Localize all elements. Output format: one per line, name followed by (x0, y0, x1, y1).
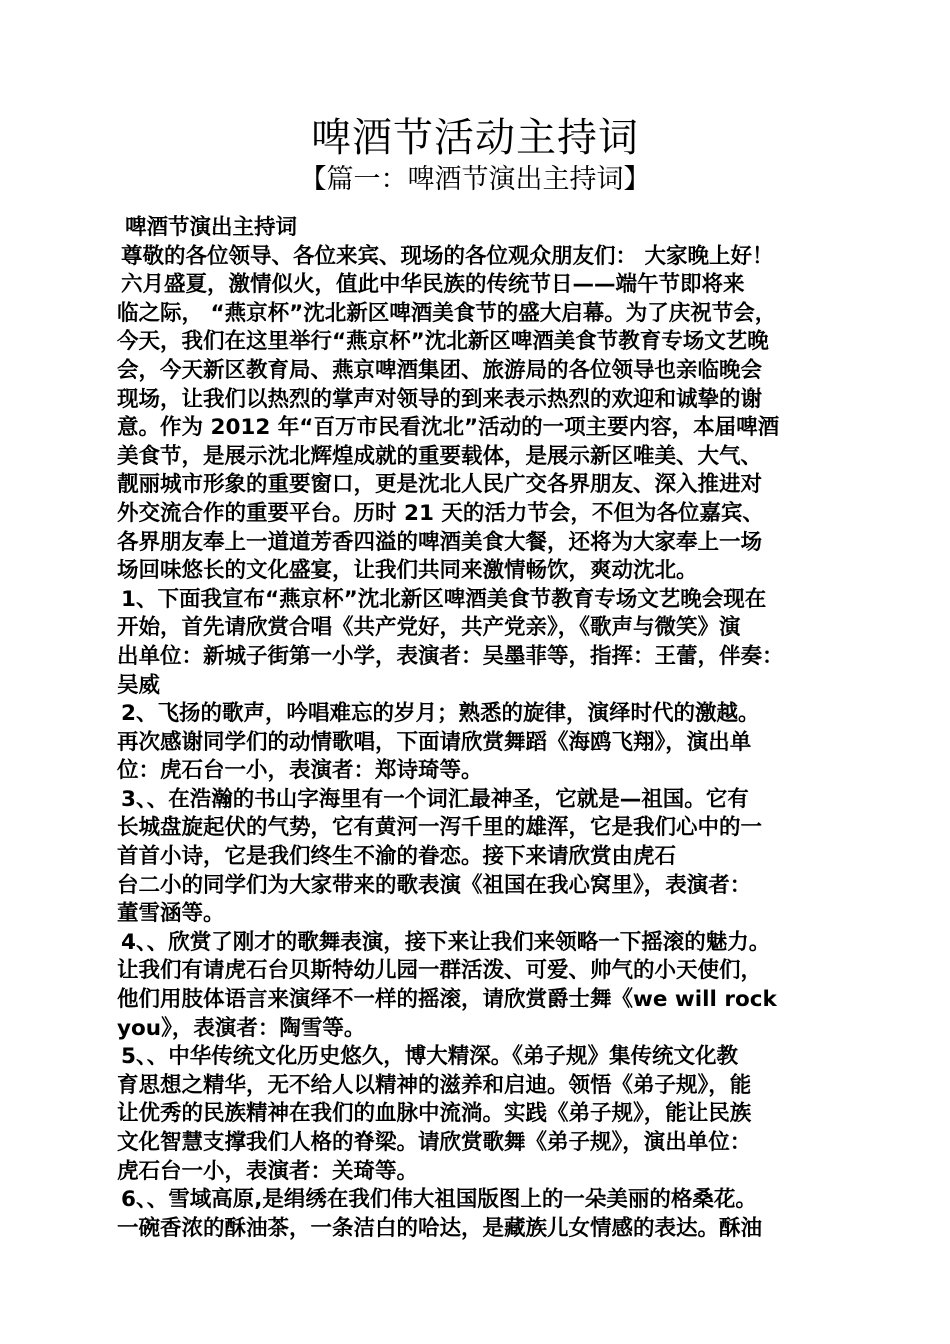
text-line: 外交流合作的重要平台。历时 21 天的活力节会，不但为各位嘉宾、 (117, 500, 764, 526)
text-line: 长城盘旋起伏的气势，它有黄河一泻千里的雄浑，它是我们心中的一 (117, 815, 763, 841)
text-line: 虎石台一小，表演者：关琦等。 (117, 1158, 419, 1184)
document-title: 啤酒节活动主持词 (311, 115, 639, 161)
text-line: 6、、雪域高原,是绢绣在我们伟大祖国版图上的一朵美丽的格桑花。 (121, 1187, 757, 1213)
text-line: 靓丽城市形象的重要窗口，更是沈北人民广交各界朋友、深入推进对 (117, 472, 763, 498)
text-line: 首首小诗，它是我们终生不渝的眷恋。接下来请欣赏由虎石 (117, 844, 677, 870)
text-line: 临之际， “燕京杯”沈北新区啤酒美食节的盛大启幕。为了庆祝节会， (117, 300, 777, 326)
text-line: 会，今天新区教育局、燕京啤酒集团、旅游局的各位领导也亲临晚会 (117, 357, 763, 383)
text-line: 开始，首先请欣赏合唱《共产党好，共产党亲》，《歌声与微笑》演 (117, 615, 741, 641)
text-line: you》，表演者：陶雪等。 (117, 1015, 366, 1041)
text-line: 尊敬的各位领导、各位来宾、现场的各位观众朋友们： 大家晚上好！ (121, 243, 774, 269)
text-line: 一碗香浓的酥油茶，一条洁白的哈达，是藏族儿女情感的表达。酥油 (117, 1215, 763, 1241)
text-line: 出单位：新城子街第一小学，表演者：吴墨菲等，指挥：王蕾，伴奏： (117, 643, 784, 669)
text-line: 意。作为 2012 年“百万市民看沈北”活动的一项主要内容，本届啤酒 (117, 415, 780, 441)
text-line: 美食节，是展示沈北辉煌成就的重要载体，是展示新区唯美、大气、 (117, 443, 763, 469)
text-line: 育思想之精华，无不给人以精神的滋养和启迪。领悟《弟子规》，能 (117, 1072, 752, 1098)
text-line: 2、飞扬的歌声，吟唱难忘的岁月；熟悉的旋律，演绎时代的激越。 (121, 701, 760, 727)
text-line: 吴威 (117, 672, 161, 698)
text-line: 台二小的同学们为大家带来的歌表演《祖国在我心窝里》，表演者： (117, 872, 752, 898)
text-line: 位：虎石台一小，表演者：郑诗琦等。 (117, 758, 483, 784)
text-line: 现场，让我们以热烈的掌声对领导的到来表示热烈的欢迎和诚挚的谢 (117, 386, 763, 412)
text-line: 董雪涵等。 (117, 901, 225, 927)
text-line: 3、、在浩瀚的书山字海里有一个词汇最神圣，它就是—祖国。它有 (121, 786, 749, 812)
text-line: 场回味悠长的文化盛宴，让我们共同来激情畅饮，爽动沈北。 (117, 558, 698, 584)
text-line: 今天，我们在这里举行“燕京杯”沈北新区啤酒美食节教育专场文艺晚 (117, 329, 769, 355)
text-line: 4、、欣赏了刚才的歌舞表演，接下来让我们来领略一下摇滚的魅力。 (121, 929, 771, 955)
text-line: 六月盛夏，激情似火，值此中华民族的传统节日——端午节即将来 (121, 272, 745, 298)
text-line: 1、下面我宣布“燕京杯”沈北新区啤酒美食节教育专场文艺晚会现在 (121, 586, 767, 612)
section-heading: 啤酒节演出主持词 (125, 215, 298, 240)
text-line: 文化智慧支撑我们人格的脊梁。请欣赏歌舞《弟子规》，演出单位： (117, 1130, 752, 1155)
document-body (117, 214, 847, 1243)
text-line: 各界朋友奉上一道道芳香四溢的啤酒美食大餐，还将为大家奉上一场 (117, 529, 763, 555)
text-line: 让优秀的民族精神在我们的血脉中流淌。实践《弟子规》，能让民族 (117, 1101, 752, 1127)
text-line: 让我们有请虎石台贝斯特幼儿园一群活泼、可爱、帅气的小天使们， (117, 958, 763, 984)
document-subtitle: 【篇一：啤酒节演出主持词】 (299, 164, 651, 195)
text-line: 5、、中华传统文化历史悠久，博大精深。《弟子规》集传统文化教 (121, 1044, 738, 1070)
text-line: 再次感谢同学们的动情歌唱，下面请欣赏舞蹈《海鸥飞翔》，演出单 (117, 729, 752, 755)
text-line: 他们用肢体语言来演绎不一样的摇滚，请欣赏爵士舞《we will rock (117, 987, 777, 1013)
